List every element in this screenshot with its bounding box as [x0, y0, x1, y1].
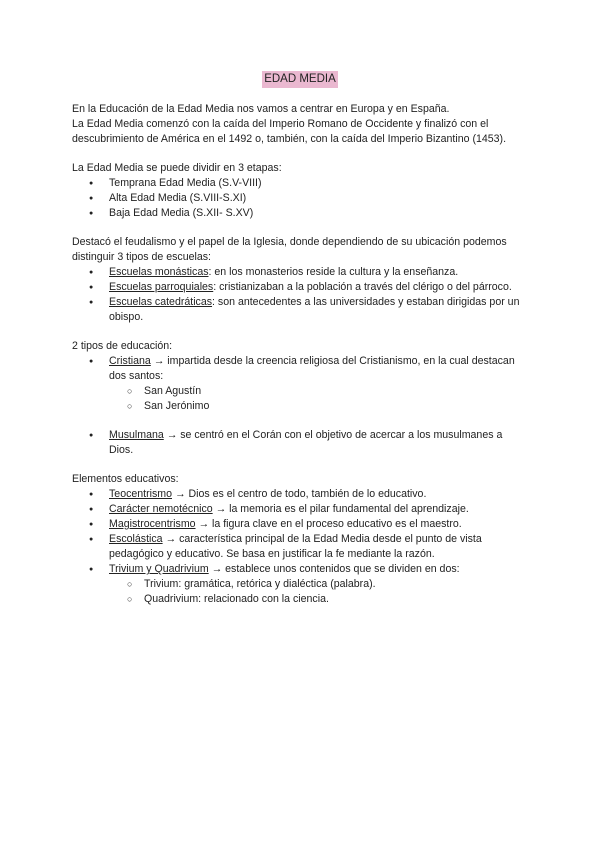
etapas-list [72, 176, 528, 221]
list-text: → impartida desde la creencia religiosa del Cristianismo, en la cual destacan dos santos: [109, 355, 515, 382]
list-text: : cristianizaban a la población a través del clérigo o del párroco. [213, 281, 512, 293]
tipos-list-2 [72, 428, 528, 458]
list-term: Magistrocentrismo [109, 518, 196, 530]
list-text: : en los monasterios reside la cultura y la enseñanza. [208, 266, 459, 278]
list-text: → se centró en el Corán con el objetivo de acercar a los musulmanes a Dios. [109, 429, 503, 456]
list-term: Trivium y Quadrivium [109, 563, 209, 575]
list-item: ● Temprana Edad Media (S.V-VIII) [72, 176, 528, 191]
list-term: Escuelas catedráticas [109, 296, 213, 308]
list-text: → establece unos contenidos que se dividen en dos: [208, 563, 460, 575]
list-item [72, 487, 528, 502]
list-term: Escuelas monásticas [109, 266, 209, 278]
escuelas-list [72, 265, 528, 325]
list-item [72, 502, 528, 517]
list-text: → la memoria es el pilar fundamental del aprendizaje. [212, 503, 469, 515]
list-item [72, 295, 528, 325]
elementos-list [72, 487, 528, 577]
list-item: ● Baja Edad Media (S.XII- S.XV) [72, 206, 528, 221]
list-text: → la figura clave en el proceso educativo es el maestro. [195, 518, 462, 530]
list-text: → característica principal de la Edad Media desde el punto de vista pedagógico y educativo. Se basa en justificar la fe mediante la razón. [109, 533, 482, 560]
sub-list-item: ○ San Jerónimo [72, 399, 528, 414]
list-item [72, 517, 528, 532]
intro-line-1: En la Educación de la Edad Media nos vamos a centrar en Europa y en España. [72, 103, 450, 115]
list-item [72, 354, 528, 384]
list-term: Escolástica [109, 533, 163, 545]
list-item: ● Alta Edad Media (S.VIII-S.XI) [72, 191, 528, 206]
intro-line-2: La Edad Media comenzó con la caída del Imperio Romano de Occidente y finalizó con el descubrimiento de América en el 1492 o, también, con la caída del Imperio Bizantino (1453). [72, 118, 507, 145]
santos-list [72, 384, 528, 414]
list-item [72, 532, 528, 562]
list-term: Musulmana [109, 429, 164, 441]
list-item [72, 280, 528, 295]
etapas-section [72, 161, 528, 221]
list-term: Carácter nemotécnico [109, 503, 213, 515]
list-term: Teocentrismo [109, 488, 172, 500]
tipos-heading: 2 tipos de educación: [72, 340, 173, 352]
elementos-heading: Elementos educativos: [72, 473, 179, 485]
tipos-list [72, 354, 528, 384]
page-title: EDAD MEDIA [262, 71, 338, 88]
etapas-heading: La Edad Media se puede dividir en 3 etapas: [72, 162, 282, 174]
list-term: Cristiana [109, 355, 151, 367]
trivium-sub-list [72, 577, 528, 607]
list-term: Escuelas parroquiales [109, 281, 214, 293]
list-text: → Dios es el centro de todo, también de lo educativo. [172, 488, 427, 500]
escuelas-heading: Destacó el feudalismo y el papel de la Iglesia, donde dependiendo de su ubicación podemos distinguir 3 tipos de escuelas: [72, 236, 507, 263]
list-text: : son antecedentes a las universidades y estaban dirigidas por un obispo. [109, 296, 520, 323]
tipos-section [72, 339, 528, 458]
sub-list-item: ○ San Agustín [72, 384, 528, 399]
elementos-section [72, 472, 528, 607]
sub-list-item: ○ Trivium: gramática, retórica y dialéctica (palabra). [72, 577, 528, 592]
intro-section [72, 102, 528, 147]
list-item [72, 562, 528, 577]
sub-list-item: ○ Quadrivium: relacionado con la ciencia. [72, 592, 528, 607]
list-item [72, 265, 528, 280]
list-item [72, 428, 528, 458]
escuelas-section [72, 235, 528, 325]
